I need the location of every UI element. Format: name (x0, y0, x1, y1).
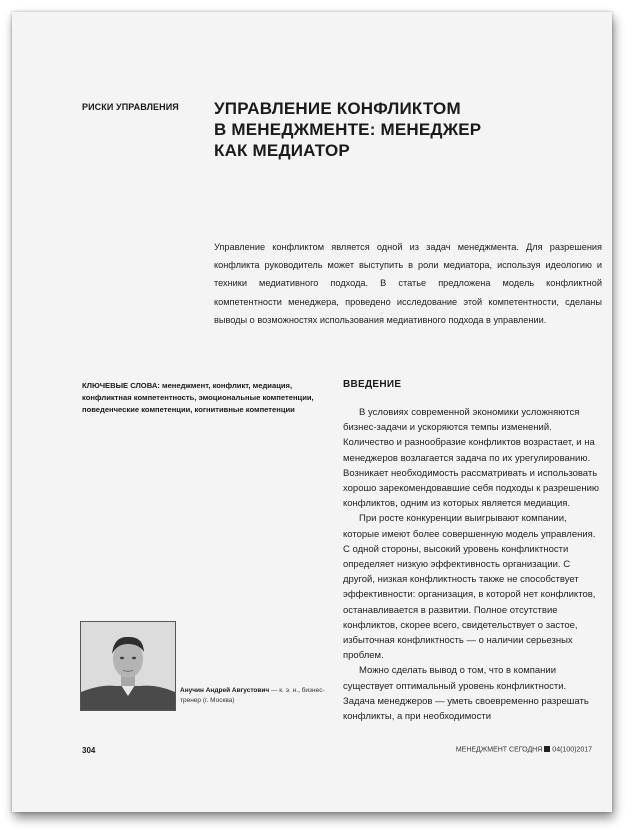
journal-issue: 04(100)2017 (552, 746, 592, 754)
abstract: Управление конфликтом является одной из задач менеджмента. Для разрешения конфликта руководитель может выступить в роли медиатора, используя идеологию и техники медиативного подхода. В статье предложена модель конфликтной компетентности менеджера, проведено исследование этой компетентности, сделаны выводы о возможностях использования медиативного подхода в управлении. (214, 242, 602, 325)
paragraph: Можно сделать вывод о том, что в компании существует оптимальный уровень конфликтности. Задача менеджеров — уметь своевременно разрешать конфликты, а при необходимости (343, 665, 589, 723)
section-label: РИСКИ УПРАВЛЕНИЯ (82, 102, 179, 112)
journal-name: МЕНЕДЖМЕНТ СЕГОДНЯ (455, 746, 543, 754)
intro-heading: ВВЕДЕНИЕ (343, 379, 402, 390)
author-name: Анучин Андрей Августович (180, 687, 270, 694)
body-text (343, 405, 599, 724)
paragraph: При росте конкуренции выигрывают компании, которые имеют более совершенную модель управления. С одной стороны, высокий уровень конфликтности определяет низкую эффективность организации. С другой, низкая конфликтность также не способствует эффективности: организация, в которой нет конфликтов, останавливается в развитии. Полное отсутствие конфликтов, скорее всего, свидетельствует о застое, избыточная конфликтность — о наличии серьезных проблем. (343, 513, 596, 662)
article-title (214, 98, 544, 161)
title-line: В МЕНЕДЖМЕНТЕ: МЕНЕДЖЕР (214, 120, 482, 139)
keywords: КЛЮЧЕВЫЕ СЛОВА: менеджмент, конфликт, медиация, конфликтная компетентность, эмоциональные компетенции, поведенческие компетенции, когнитивные компетенции (82, 381, 314, 414)
portrait-image (81, 622, 175, 710)
article-page (12, 12, 612, 812)
page-number: 304 (82, 746, 96, 755)
journal-footer (456, 746, 592, 754)
author-caption (180, 686, 330, 706)
title-line: КАК МЕДИАТОР (214, 141, 350, 160)
title-line: УПРАВЛЕНИЕ КОНФЛИКТОМ (214, 99, 461, 118)
paragraph: В условиях современной экономики усложняются бизнес-задачи и ускоряются темпы изменений. Количество и разнообразие конфликтов возрастает, и на менеджеров возлагается задача по их урегулированию. Возникает необходимость рассматривать и использовать хорошо зарекомендовавшие себя подходы к разрешению конфликтов, одним из которых является медиация. (343, 407, 599, 510)
author-photo (80, 621, 176, 711)
square-bullet-icon (544, 746, 550, 752)
author-details: — к. э. н., бизнес-тренер (г. Москва) (180, 687, 325, 704)
